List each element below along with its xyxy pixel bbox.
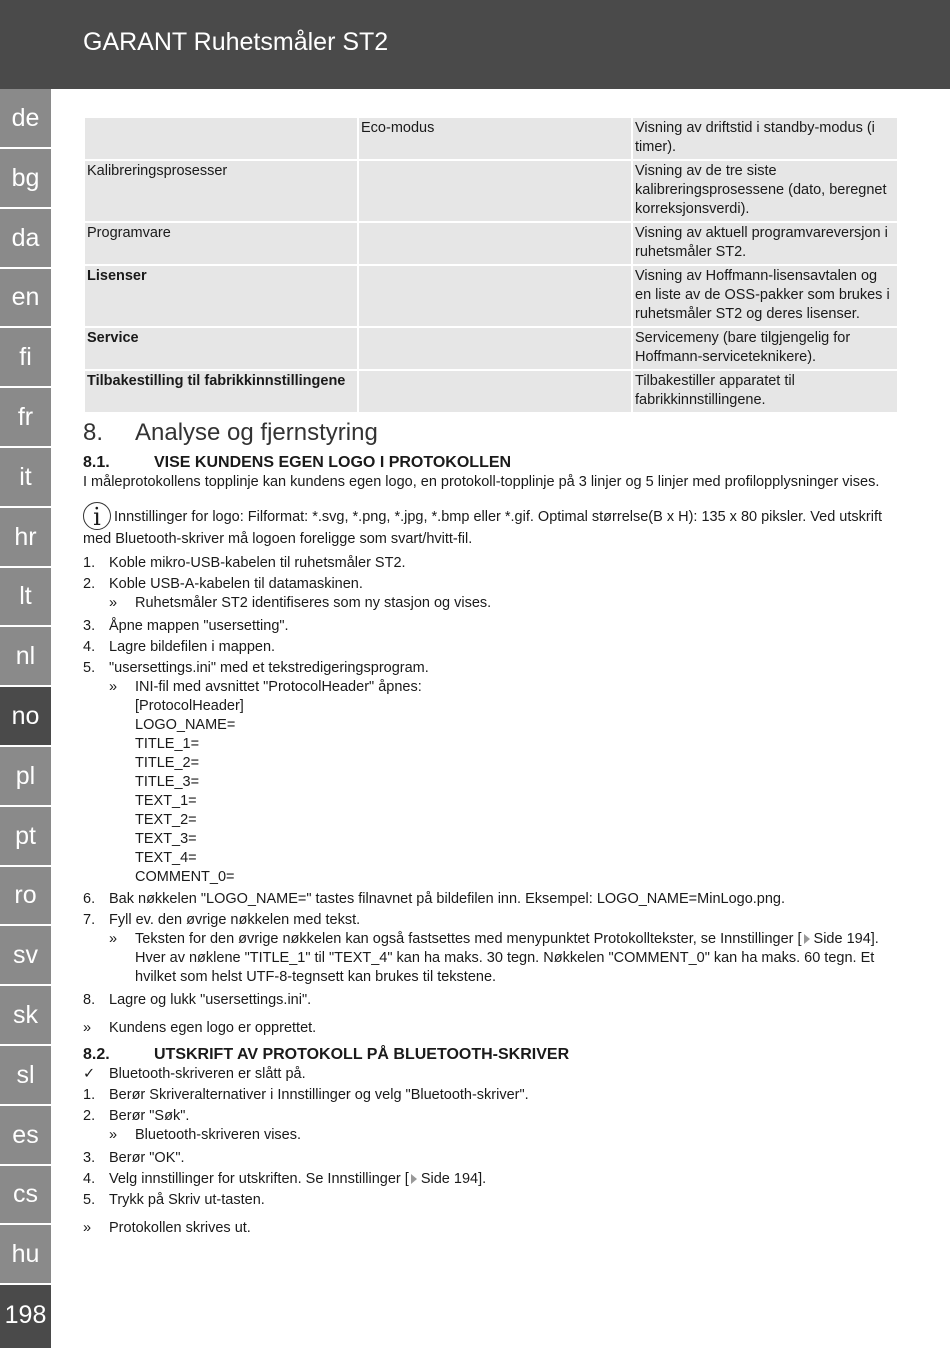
code-line: TEXT_1= <box>135 793 197 809</box>
table-cell: Service <box>84 327 358 370</box>
code-line: TEXT_4= <box>135 850 197 866</box>
result-item: » Bluetooth-skriveren vises. <box>109 1127 302 1143</box>
language-tab-pt[interactable]: pt <box>0 807 51 867</box>
table-cell <box>84 117 358 160</box>
table-cell <box>358 160 632 222</box>
list-item: 2. Koble USB-A-kabelen til datamaskinen. <box>83 576 363 592</box>
language-tab-hr[interactable]: hr <box>0 508 51 568</box>
page-ref-arrow-icon <box>804 934 810 944</box>
table-cell: Visning av de tre siste kalibreringsprosessene (dato, beregnet korreksjonsverdi). <box>632 160 898 222</box>
page-number: 198 <box>0 1285 51 1348</box>
table-cell: Tilbakestiller apparatet til fabrikkinnstillingene. <box>632 370 898 413</box>
list-item: 2. Berør "Søk". <box>83 1108 190 1124</box>
table-row <box>84 265 898 327</box>
result-item: » INI-fil med avsnittet "ProtocolHeader" åpnes: <box>109 679 422 695</box>
subsection-number: 8.2. <box>83 1046 110 1063</box>
table-cell: Visning av driftstid i standby-modus (i timer). <box>632 117 898 160</box>
table-row <box>84 160 898 222</box>
code-line: TEXT_2= <box>135 812 197 828</box>
code-line: TITLE_3= <box>135 774 200 790</box>
page-title: GARANT Ruhetsmåler ST2 <box>83 28 389 56</box>
code-line: COMMENT_0= <box>135 869 235 885</box>
list-item: 1. Berør Skriveralternativer i Innstillinger og velg "Bluetooth-skriver". <box>83 1087 529 1103</box>
result-item: » Teksten for den øvrige nøkkelen kan også fastsettes med menypunktet Protokolltekster, se Innstillinger [ Side 194]. Hver av nøklene "TITLE_1" til "TEXT_4" kan ha maks. 30 tegn. Nøkkelen "COMMENT_0" kan ha maks. 60 tegn. Et hvilket som helst UTF-8-tegnsett kan brukes til tekstene. <box>109 931 879 985</box>
table-cell <box>358 370 632 413</box>
language-tab-en[interactable]: en <box>0 268 51 328</box>
code-line: TITLE_1= <box>135 736 200 752</box>
subsection-title: VISE KUNDENS EGEN LOGO I PROTOKOLLEN <box>154 454 512 471</box>
table-row <box>84 327 898 370</box>
check-icon: ✓ <box>83 1066 96 1082</box>
info-icon: i <box>83 502 111 530</box>
result-item: » Protokollen skrives ut. <box>83 1220 251 1236</box>
language-tab-sv[interactable]: sv <box>0 926 51 986</box>
section-number: 8. <box>83 419 104 446</box>
language-tab-pl[interactable]: pl <box>0 747 51 807</box>
list-item: 8. Lagre og lukk "usersettings.ini". <box>83 992 312 1008</box>
info-note <box>83 502 899 549</box>
intro-text: I måleprotokollens topplinje kan kundens egen logo, en protokoll-topplinje på 3 linjer og 5 linjer med profilopplysninger vises. <box>83 474 880 490</box>
subsection-heading <box>83 453 899 473</box>
language-tab-da[interactable]: da <box>0 209 51 269</box>
language-tab-cs[interactable]: cs <box>0 1165 51 1225</box>
code-line: [ProtocolHeader] <box>135 698 244 714</box>
language-tab-nl[interactable]: nl <box>0 627 51 687</box>
table-cell <box>358 265 632 327</box>
result-item: » Kundens egen logo er opprettet. <box>83 1020 317 1036</box>
table-cell: Visning av Hoffmann-lisensavtalen og en liste av de OSS-pakker som brukes i ruhetsmåler ST2 og deres lisenser. <box>632 265 898 327</box>
table-cell: Servicemeny (bare tilgjengelig for Hoffmann-serviceteknikere). <box>632 327 898 370</box>
table-row <box>84 370 898 413</box>
table-cell: Eco-modus <box>358 117 632 160</box>
list-item: 4. Lagre bildefilen i mappen. <box>83 639 276 655</box>
language-tab-sk[interactable]: sk <box>0 986 51 1046</box>
language-tab-it[interactable]: it <box>0 448 51 508</box>
table-cell <box>358 222 632 265</box>
language-sidebar <box>0 89 51 1348</box>
list-item: 6. Bak nøkkelen "LOGO_NAME=" tastes filnavnet på bildefilen inn. Eksempel: LOGO_NAME=MinLogo.png. <box>83 891 786 907</box>
table-cell: Kalibreringsprosesser <box>84 160 358 222</box>
table-cell: Visning av aktuell programvareversjon i ruhetsmåler ST2. <box>632 222 898 265</box>
list-item: 3. Berør "OK". <box>83 1150 185 1166</box>
language-tab-fi[interactable]: fi <box>0 328 51 388</box>
precondition-item: ✓ Bluetooth-skriveren er slått på. <box>83 1066 306 1082</box>
language-tab-hu[interactable]: hu <box>0 1225 51 1285</box>
list-item: 5. "usersettings.ini" med et tekstredigeringsprogram. <box>83 660 429 676</box>
code-line: LOGO_NAME= <box>135 717 236 733</box>
language-tab-sl[interactable]: sl <box>0 1046 51 1106</box>
subsection-heading <box>83 1045 899 1065</box>
page-content <box>83 116 899 1238</box>
section-heading <box>83 419 899 447</box>
code-line: TITLE_2= <box>135 755 200 771</box>
result-item: » Ruhetsmåler ST2 identifiseres som ny stasjon og vises. <box>109 595 492 611</box>
table-cell: Lisenser <box>84 265 358 327</box>
list-item: 1. Koble mikro-USB-kabelen til ruhetsmåler ST2. <box>83 555 406 571</box>
table-cell <box>358 327 632 370</box>
language-tab-lt[interactable]: lt <box>0 567 51 627</box>
language-tab-es[interactable]: es <box>0 1106 51 1166</box>
section-title: Analyse og fjernstyring <box>135 419 378 446</box>
list-item: 7. Fyll ev. den øvrige nøkkelen med tekst. <box>83 912 361 928</box>
language-tab-ro[interactable]: ro <box>0 866 51 926</box>
subsection-title: UTSKRIFT AV PROTOKOLL PÅ BLUETOOTH-SKRIVER <box>154 1046 570 1063</box>
code-line: TEXT_3= <box>135 831 197 847</box>
list-item: 5. Trykk på Skriv ut-tasten. <box>83 1192 265 1208</box>
list-item: 3. Åpne mappen "usersetting". <box>83 618 289 634</box>
ini-code-block <box>83 697 899 887</box>
page-header <box>0 0 950 89</box>
subsection-number: 8.1. <box>83 454 110 471</box>
language-tab-de[interactable]: de <box>0 89 51 149</box>
list-item: 4. Velg innstillinger for utskriften. Se Innstillinger [ Side 194]. <box>83 1171 487 1187</box>
language-tab-no[interactable]: no <box>0 687 51 747</box>
table-cell: Tilbakestilling til fabrikkinnstillingene <box>84 370 358 413</box>
page-ref-arrow-icon <box>411 1174 417 1184</box>
language-tab-bg[interactable]: bg <box>0 149 51 209</box>
settings-table <box>83 116 899 414</box>
language-tab-fr[interactable]: fr <box>0 388 51 448</box>
table-row <box>84 117 898 160</box>
note-text: Innstillinger for logo: Filformat: *.svg, *.png, *.jpg, *.bmp eller *.gif. Optimal størrelse(B x H): 135 x 80 piksler. Ved utskrift med Bluetooth-skriver må logoen foreligge som svart/hvitt-fil. <box>83 509 882 547</box>
table-cell: Programvare <box>84 222 358 265</box>
table-row <box>84 222 898 265</box>
